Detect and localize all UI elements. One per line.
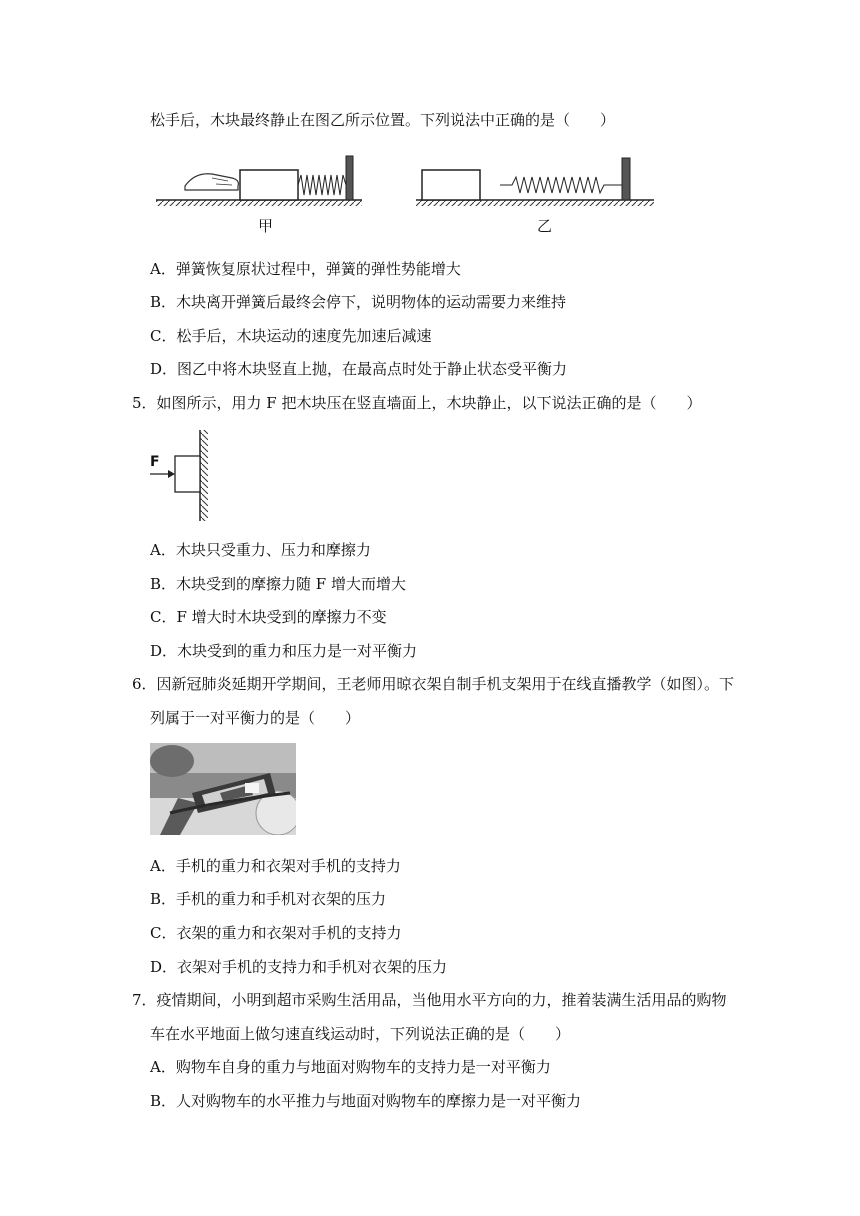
q4-option-d: D．图乙中将木块竖直上抛，在最高点时处于静止状态受平衡力: [150, 360, 568, 378]
wall-b: [622, 158, 630, 200]
fig-label-jia: 甲: [258, 217, 274, 235]
q7-option-b: B．人对购物车的水平推力与地面对购物车的摩擦力是一对平衡力: [150, 1092, 582, 1110]
q6-option-c: C．衣架的重力和衣架对手机的支持力: [150, 924, 402, 942]
q7-stem-line2: 车在水平地面上做匀速直线运动时，下列说法正确的是（ ）: [150, 1025, 571, 1043]
phone-holder-photo: [150, 743, 296, 835]
q7-option-a: A．购物车自身的重力与地面对购物车的支持力是一对平衡力: [150, 1058, 551, 1076]
q4-spring-figure: [150, 148, 660, 240]
q5-option-b: B．木块受到的摩擦力随 F 增大而增大: [150, 575, 406, 593]
block-a: [240, 170, 298, 200]
force-label: F: [150, 454, 160, 470]
vertical-wall: [200, 430, 208, 521]
q5-option-c: C．F 增大时木块受到的摩擦力不变: [150, 608, 387, 626]
block-b: [422, 170, 480, 200]
q6-stem-line2: 列属于一对平衡力的是（ ）: [150, 709, 361, 727]
spring-relaxed: [500, 177, 622, 193]
q7-stem-line1: 7．疫情期间，小明到超市采购生活用品，当他用水平方向的力，推着装满生活用品的购物: [132, 991, 727, 1009]
wood-block: [175, 456, 200, 492]
q4-option-a: A．弹簧恢复原状过程中，弹簧的弹性势能增大: [150, 260, 461, 278]
q5-wall-figure: [148, 428, 218, 524]
q4-option-b: B．木块离开弹簧后最终会停下，说明物体的运动需要力来维持: [150, 293, 567, 311]
wall-a: [346, 156, 353, 200]
q6-option-b: B．手机的重力和手机对衣架的压力: [150, 890, 387, 908]
fig-label-yi: 乙: [537, 217, 553, 235]
q6-option-a: A．手机的重力和衣架对手机的支持力: [150, 857, 401, 875]
spring-compressed: [298, 175, 346, 195]
q6-option-d: D．衣架对手机的支持力和手机对衣架的压力: [150, 958, 448, 976]
q4-stem: 松手后，木块最终静止在图乙所示位置。下列说法中正确的是（ ）: [150, 111, 616, 129]
q5-option-a: A．木块只受重力、压力和摩擦力: [150, 541, 371, 559]
q6-stem-line1: 6．因新冠肺炎延期开学期间，王老师用晾衣架自制手机支架用于在线直播教学（如图）。下: [132, 675, 735, 693]
q5-stem: 5．如图所示，用力 F 把木块压在竖直墙面上，木块静止，以下说法正确的是（ ）: [132, 394, 702, 412]
q5-option-d: D．木块受到的重力和压力是一对平衡力: [150, 642, 418, 660]
q4-option-c: C．松手后，木块运动的速度先加速后减速: [150, 327, 432, 345]
hand-icon: [185, 174, 238, 190]
